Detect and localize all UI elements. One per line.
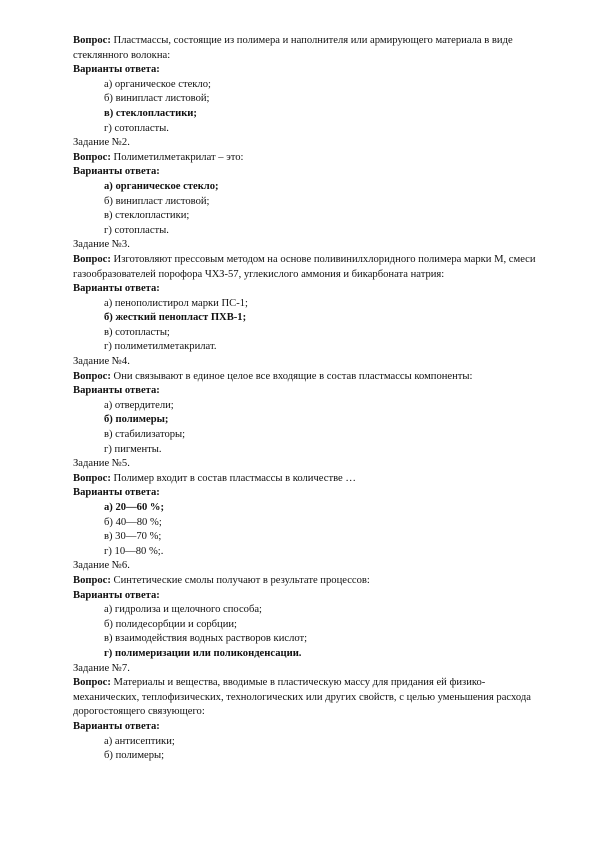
question-text: Полимер входит в состав пластмассы в количестве … [113,472,356,484]
task-heading: Задание №7. [73,662,130,674]
question-text: Полиметилметакрилат – это: [113,151,244,163]
task-heading: Задание №6. [73,560,130,572]
answers-heading: Варианты ответа: [73,487,160,499]
answer-option-correct: г) полимеризации или поликонденсации. [104,647,302,659]
answer-option: г) сотопласты. [104,224,169,236]
question-line [73,151,539,166]
answer-option: а) пенополистирол марки ПС-1; [104,297,248,309]
question-line [73,574,539,589]
question-text: Пластмассы, состоящие из полимера и наполнителя или армирующего материала в виде стеклянного волокна: [73,35,513,61]
question-line [73,676,539,720]
answer-option: г) пигменты. [104,443,162,455]
task-heading: Задание №3. [73,239,130,251]
question-label: Вопрос: [73,151,111,163]
question-label: Вопрос: [73,370,111,382]
question-label: Вопрос: [73,35,111,46]
answer-option: б) полимеры; [104,750,165,762]
task-heading: Задание №4. [73,356,130,368]
answer-option: б) 40—80 %; [104,516,162,528]
answer-option-correct: б) жесткий пенопласт ПХВ-1; [104,312,247,324]
question-label: Вопрос: [73,574,111,586]
answer-option: г) 10—80 %;. [104,545,164,557]
answer-option: б) полидесорбции и сорбции; [104,618,238,630]
answer-option: а) антисептики; [104,735,175,747]
answer-option-correct: б) полимеры; [104,414,169,426]
quiz-content [73,34,539,764]
question-line [73,472,539,487]
answer-option: г) полиметилметакрилат. [104,341,217,353]
answer-option-correct: а) 20—60 %; [104,502,165,513]
answers-heading: Варианты ответа: [73,166,160,178]
answer-option: в) стабилизаторы; [104,429,186,441]
question-line [73,370,539,385]
answer-option: в) стеклопластики; [104,210,190,222]
question-label: Вопрос: [73,253,111,265]
answers-heading: Варианты ответа: [73,720,160,732]
question-line [73,253,539,282]
answer-option: г) сотопласты. [104,122,169,134]
question-text: Синтетические смолы получают в результате процессов: [113,574,370,586]
task-heading: Задание №5. [73,458,130,470]
answer-option: б) винипласт листовой; [104,195,210,207]
answer-option: а) отвердители; [104,399,174,411]
answer-option: а) гидролиза и щелочного способа; [104,604,263,616]
answers-heading: Варианты ответа: [73,64,160,76]
answer-option: а) органическое стекло; [104,78,211,90]
answer-option: в) сотопласты; [104,326,170,338]
question-label: Вопрос: [73,472,111,484]
question-line [73,34,539,63]
answer-option-correct: в) стеклопластики; [104,107,197,119]
question-text: Материалы и вещества, вводимые в пластическую массу для придания ей физико-механических, теплофизических, технологических или других свойств, с целью уменьшения расхода дорогостоящего связующего: [73,677,531,718]
answer-option-correct: а) органическое стекло; [104,180,219,192]
answers-heading: Варианты ответа: [73,385,160,397]
answer-option: в) 30—70 %; [104,531,162,543]
question-text: Они связывают в единое целое все входящие в состав пластмассы компоненты: [113,370,473,382]
answers-heading: Варианты ответа: [73,589,160,601]
task-heading: Задание №2. [73,137,130,149]
answer-option: в) взаимодействия водных растворов кислот; [104,633,308,645]
answers-heading: Варианты ответа: [73,283,160,295]
question-label: Вопрос: [73,677,111,689]
answer-option: б) винипласт листовой; [104,93,210,105]
question-text: Изготовляют прессовым методом на основе поливинилхлоридного полимера марки М, смеси газообразователей порофора ЧХЗ-57, углекислого аммония и бикарбоната натрия: [73,253,536,280]
